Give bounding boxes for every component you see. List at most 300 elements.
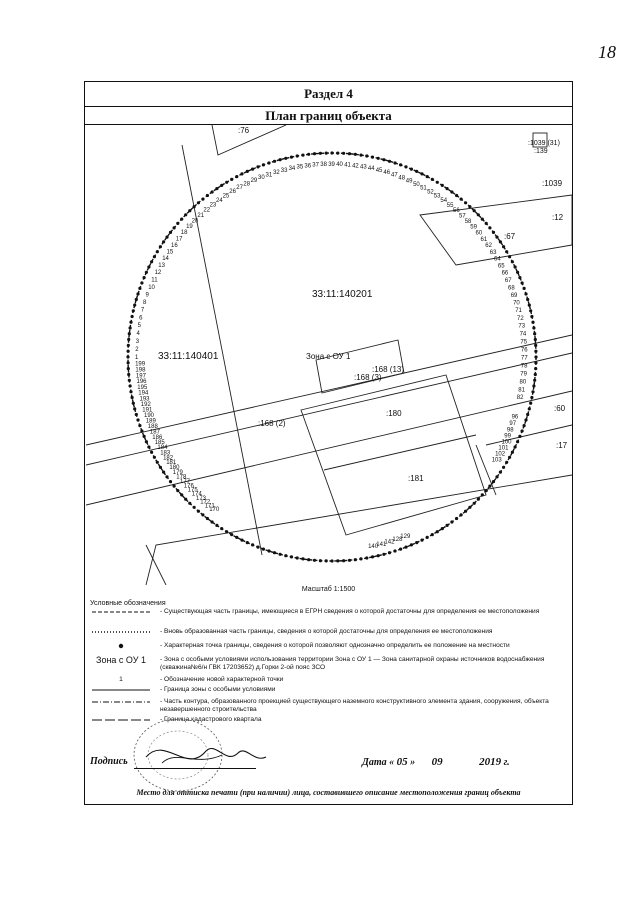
boundary-point xyxy=(176,489,179,492)
signature-label: Подпись xyxy=(90,756,128,767)
boundary-point xyxy=(534,338,537,341)
boundary-point xyxy=(273,551,276,554)
boundary-point xyxy=(404,546,407,549)
date-day: 05 xyxy=(396,756,408,768)
point-number-label: 140 xyxy=(368,543,379,550)
boundary-point xyxy=(460,198,463,201)
point-number-label: 62 xyxy=(485,243,492,250)
legend-text: - Часть контура, образованного проекцией существующего наземного конструктивного элемента здания, сооружения, объекта незавершенного строительства xyxy=(160,698,549,713)
new-point-symbol: 1 xyxy=(119,676,123,683)
boundary-point xyxy=(528,407,531,410)
point-number-label: 18 xyxy=(180,230,188,237)
boundary-point xyxy=(531,390,534,393)
point-number-label: 29 xyxy=(250,178,258,185)
boundary-point xyxy=(336,152,339,155)
boundary-point xyxy=(532,326,535,329)
boundary-point xyxy=(514,265,517,268)
point-number-label: 61 xyxy=(480,236,488,243)
boundary-point xyxy=(528,304,531,307)
point-number-label: 183 xyxy=(160,450,171,457)
point-number-label: 33 xyxy=(280,167,288,174)
point-number-label: 25 xyxy=(222,193,230,200)
boundary-point xyxy=(169,231,172,234)
point-number-label: 142 xyxy=(384,539,395,546)
boundary-point xyxy=(307,558,310,561)
point-number-label: 96 xyxy=(511,414,519,421)
boundary-point xyxy=(256,165,259,168)
boundary-point xyxy=(162,240,165,243)
point-number-label: 3 xyxy=(135,339,140,345)
boundary-point xyxy=(301,557,304,560)
point-number-label: 98 xyxy=(506,427,514,434)
boundary-point xyxy=(131,315,134,318)
point-number-label: 2 xyxy=(135,347,139,353)
point-number-label: 128 xyxy=(392,536,403,543)
point-number-label: 22 xyxy=(203,207,211,214)
point-number-label: 59 xyxy=(470,224,477,231)
boundary-point xyxy=(415,170,418,173)
point-number-label: 68 xyxy=(508,285,515,292)
boundary-point xyxy=(495,475,498,478)
point-number-label: 73 xyxy=(518,323,526,330)
zone-label: Зона с ОУ 1 xyxy=(306,352,351,361)
boundary-point xyxy=(127,350,130,353)
boundary-point xyxy=(301,154,304,157)
parcel-label-139: :139 xyxy=(534,148,548,155)
boundary-point xyxy=(138,424,141,427)
boundary-point xyxy=(127,338,130,341)
boundary-point xyxy=(342,559,345,562)
boundary-point xyxy=(220,184,223,187)
boundary-point xyxy=(521,281,524,284)
point-number-label: 195 xyxy=(137,384,148,391)
boundary-point xyxy=(410,543,413,546)
point-number-label: 177 xyxy=(180,478,191,485)
boundary-point xyxy=(128,332,131,335)
boundary-point xyxy=(426,175,429,178)
point-number-label: 191 xyxy=(142,407,153,414)
boundary-point xyxy=(132,309,135,312)
boundary-point xyxy=(132,402,135,405)
point-number-label: 8 xyxy=(143,299,147,306)
boundary-point xyxy=(450,520,453,523)
dashed-line-symbol xyxy=(90,608,152,616)
boundary-point xyxy=(495,236,498,239)
point-number-label: 180 xyxy=(169,465,180,471)
boundary-point xyxy=(511,260,514,263)
boundary-point xyxy=(529,402,532,405)
boundary-point xyxy=(534,367,537,370)
point-number-label: 129 xyxy=(400,533,411,540)
boundary-point xyxy=(508,255,511,258)
legend-title: Условные обозначения xyxy=(90,600,166,607)
boundary-point xyxy=(225,181,228,184)
boundary-point xyxy=(523,287,526,290)
boundary-point xyxy=(159,245,162,248)
boundary-point xyxy=(290,156,293,159)
boundary-point xyxy=(313,559,316,562)
point-number-label: 189 xyxy=(145,418,156,425)
boundary-point xyxy=(127,367,130,370)
boundary-point xyxy=(128,379,131,382)
point-number-label: 80 xyxy=(519,379,527,386)
boundary-point xyxy=(246,541,249,544)
point-number-label: 39 xyxy=(328,162,335,168)
boundary-point xyxy=(296,154,299,157)
boundary-point xyxy=(206,194,209,197)
boundary-point xyxy=(251,543,254,546)
boundary-point xyxy=(136,418,139,421)
date-label: Дата xyxy=(362,757,387,768)
point-number-label: 27 xyxy=(236,185,243,192)
boundary-point xyxy=(330,559,333,562)
point-number-label: 45 xyxy=(375,168,383,174)
point-number-label: 74 xyxy=(519,331,527,338)
page-number: 18 xyxy=(598,42,616,62)
parcel-label-60: :60 xyxy=(554,404,566,413)
point-number-label: 64 xyxy=(494,256,501,263)
boundary-point xyxy=(354,558,357,561)
boundary-point xyxy=(180,493,183,496)
boundary-point xyxy=(127,373,130,376)
boundary-point xyxy=(485,489,488,492)
point-number-label: 82 xyxy=(516,395,524,402)
point-number-label: 184 xyxy=(157,445,168,452)
boundary-point xyxy=(136,292,139,295)
point-number-label: 173 xyxy=(196,495,207,502)
point-number-label: 40 xyxy=(336,162,343,169)
boundary-point xyxy=(284,554,287,557)
point-number-label: 172 xyxy=(200,499,211,506)
boundary-point xyxy=(165,475,168,478)
point-number-label: 102 xyxy=(495,451,506,458)
point-number-label: 11 xyxy=(151,277,158,284)
point-number-label: 1 xyxy=(135,355,139,361)
boundary-point xyxy=(526,413,529,416)
boundary-point xyxy=(420,539,423,542)
boundary-point xyxy=(502,466,505,469)
point-number-label: 99 xyxy=(504,433,511,440)
point-number-label: 171 xyxy=(204,503,215,510)
boundary-point xyxy=(162,471,165,474)
point-number-label: 67 xyxy=(504,277,512,284)
boundary-point xyxy=(215,187,218,190)
point-number-label: 16 xyxy=(171,242,178,249)
parcel-label-1039: :1039 xyxy=(542,179,563,188)
boundary-point xyxy=(251,168,254,171)
legend-text: - Граница кадастрового квартала xyxy=(160,716,262,723)
boundary-point xyxy=(193,205,196,208)
boundary-point xyxy=(505,461,508,464)
boundary-point xyxy=(240,539,243,542)
boundary-point xyxy=(399,548,402,551)
point-number-label: 14 xyxy=(162,256,169,263)
boundary-point xyxy=(180,218,183,221)
boundary-point xyxy=(225,530,228,533)
scale-text: Масштаб 1:1500 xyxy=(301,586,356,593)
boundary-point xyxy=(296,556,299,559)
point-number-label: 28 xyxy=(243,181,251,188)
boundary-point xyxy=(518,276,521,279)
boundary-point xyxy=(147,445,150,448)
date-year: 2019 xyxy=(479,756,502,768)
boundary-point xyxy=(197,201,200,204)
date-block: Дата « 05 » 09 2019 г. xyxy=(362,756,510,768)
boundary-point xyxy=(455,517,458,520)
boundary-point xyxy=(159,466,162,469)
point-number-label: 78 xyxy=(520,363,528,370)
boundary-point xyxy=(133,407,136,410)
boundary-point xyxy=(511,451,514,454)
legend-text: - Характерная точка границы, сведения о которой позволяют однозначно определить ее положение на местности xyxy=(160,642,510,649)
point-number-label: 37 xyxy=(312,162,319,169)
boundary-point xyxy=(529,309,532,312)
boundary-point xyxy=(150,451,153,454)
point-number-label: 26 xyxy=(229,189,236,196)
point-number-label: 30 xyxy=(258,175,265,182)
boundary-point xyxy=(382,158,385,161)
boundary-point xyxy=(176,222,179,225)
boundary-point xyxy=(313,152,316,155)
point-number-label: 66 xyxy=(501,270,509,277)
boundary-point xyxy=(279,158,282,161)
boundary-point xyxy=(502,245,505,248)
boundary-point xyxy=(129,384,132,387)
point-number-label: 6 xyxy=(139,315,143,322)
solid-line-symbol xyxy=(90,686,152,694)
boundary-point xyxy=(273,160,276,163)
point-number-label: 49 xyxy=(405,178,413,185)
point-number-label: 193 xyxy=(139,396,150,403)
boundary-point xyxy=(127,344,130,347)
center-parcel-label: 33:11:140201 xyxy=(312,289,373,300)
boundary-point xyxy=(206,517,209,520)
point-number-label: 101 xyxy=(498,445,509,452)
point-number-label: 196 xyxy=(136,379,147,386)
point-number-label: 42 xyxy=(352,163,359,170)
boundary-point xyxy=(129,390,132,393)
boundary-point xyxy=(140,429,143,432)
point-number-label: 4 xyxy=(136,331,140,338)
point-number-label: 7 xyxy=(140,307,145,314)
boundary-point xyxy=(450,190,453,193)
boundary-point xyxy=(197,510,200,513)
point-number-label: 38 xyxy=(320,162,327,169)
boundary-point xyxy=(201,198,204,201)
parcel-label-12: :12 xyxy=(552,213,564,222)
boundary-point xyxy=(523,424,526,427)
point-number-label: 76 xyxy=(520,347,528,354)
boundary-point xyxy=(488,226,491,229)
footer-note: Место для оттиска печати (при наличии) лица, составившего описание местоположения границ объекта xyxy=(136,788,521,797)
point-number-label: 19 xyxy=(186,224,193,231)
boundary-point xyxy=(485,222,488,225)
point-number-label: 182 xyxy=(163,455,174,462)
boundary-point xyxy=(431,533,434,536)
point-number-label: 23 xyxy=(209,202,217,209)
point-number-label: 65 xyxy=(497,263,505,270)
boundary-point xyxy=(441,527,444,530)
point-number-label: 103 xyxy=(491,457,502,464)
point-number-label: 192 xyxy=(140,401,151,408)
point-number-label: 5 xyxy=(137,323,141,330)
point-number-label: 24 xyxy=(216,197,223,204)
boundary-point xyxy=(505,250,508,253)
boundary-point xyxy=(534,361,537,364)
boundary-point xyxy=(393,161,396,164)
boundary-point xyxy=(464,201,467,204)
point-number-label: 31 xyxy=(265,172,273,179)
boundary-point xyxy=(524,418,527,421)
boundary-point xyxy=(377,157,380,160)
boundary-point xyxy=(150,260,153,263)
date-month: 09 xyxy=(431,756,443,768)
point-number-label: 9 xyxy=(145,292,149,299)
point-number-label: 17 xyxy=(175,236,183,243)
boundary-point xyxy=(359,154,362,157)
boundary-point xyxy=(193,506,196,509)
point-number-label: 199 xyxy=(135,361,146,368)
boundary-point xyxy=(290,555,293,558)
point-number-label: 181 xyxy=(166,460,177,467)
point-number-label: 46 xyxy=(383,170,391,177)
dotted-line-symbol xyxy=(90,628,152,636)
boundary-point xyxy=(147,265,150,268)
point-number-label: 198 xyxy=(135,367,146,374)
point-number-label: 41 xyxy=(344,162,351,169)
boundary-point xyxy=(129,321,132,324)
boundary-point xyxy=(354,153,357,156)
point-number-label: 43 xyxy=(360,164,367,171)
point-number-label: 188 xyxy=(147,424,158,431)
boundary-point xyxy=(446,524,449,527)
boundary-point xyxy=(184,498,187,501)
boundary-point xyxy=(516,440,519,443)
stamp-and-signature xyxy=(126,705,276,795)
boundary-point xyxy=(284,157,287,160)
boundary-point xyxy=(215,524,218,527)
point-number-label: 175 xyxy=(187,487,198,494)
point-number-label: 15 xyxy=(166,249,174,256)
boundary-point xyxy=(533,379,536,382)
point-number-label: 44 xyxy=(367,166,375,173)
point-number-label: 55 xyxy=(446,202,454,209)
boundary-point xyxy=(173,485,176,488)
point-number-label: 170 xyxy=(209,507,220,514)
boundary-point xyxy=(468,205,471,208)
boundary-point xyxy=(499,471,502,474)
boundary-point xyxy=(446,187,449,190)
parcel-label-76: :76 xyxy=(238,126,250,135)
boundary-point xyxy=(235,175,238,178)
boundary-point xyxy=(348,152,351,155)
boundary-point xyxy=(240,172,243,175)
parcel-label-181: :181 xyxy=(408,474,424,483)
boundary-point xyxy=(145,271,148,274)
section-title: Раздел 4 xyxy=(84,81,573,107)
boundary-point xyxy=(359,557,362,560)
boundary-point xyxy=(492,480,495,483)
boundary-point xyxy=(415,541,418,544)
parcel-label-168-2: :168 (2) xyxy=(258,419,286,428)
boundary-point xyxy=(145,440,148,443)
boundary-point xyxy=(165,236,168,239)
boundary-point xyxy=(499,240,502,243)
boundary-point xyxy=(516,271,519,274)
boundary-point xyxy=(530,396,533,399)
boundary-point xyxy=(521,429,524,432)
boundary-point xyxy=(279,553,282,556)
boundary-point xyxy=(156,461,159,464)
boundary-point xyxy=(330,151,333,154)
boundary-point xyxy=(514,445,517,448)
point-number-label: 56 xyxy=(453,208,460,214)
boundary-point xyxy=(473,502,476,505)
point-number-label: 21 xyxy=(197,212,205,219)
point-number-label: 32 xyxy=(273,170,280,176)
boundary-point xyxy=(481,218,484,221)
point-number-label: 197 xyxy=(135,373,146,380)
boundary-point xyxy=(426,536,429,539)
point-number-label: 75 xyxy=(520,339,528,346)
boundary-point xyxy=(325,152,328,155)
boundary-point xyxy=(532,384,535,387)
boundary-point xyxy=(153,255,156,258)
legend-text: - Обозначение новой характерной точки xyxy=(160,676,284,683)
point-number-label: 52 xyxy=(427,189,434,196)
boundary-point xyxy=(460,513,463,516)
boundary-point xyxy=(235,536,238,539)
point-number-label: 35 xyxy=(296,164,304,171)
point-number-label: 54 xyxy=(440,198,448,205)
boundary-point xyxy=(534,373,537,376)
boundary-point xyxy=(246,170,249,173)
point-number-label: 178 xyxy=(176,474,187,481)
parcel-label-67: :67 xyxy=(504,232,516,241)
point-number-label: 81 xyxy=(518,387,525,394)
boundary-point xyxy=(420,172,423,175)
boundary-point xyxy=(131,396,134,399)
point-number-label: 179 xyxy=(172,469,183,476)
boundary-point xyxy=(267,549,270,552)
boundary-point xyxy=(441,184,444,187)
point-number-label: 71 xyxy=(515,308,522,315)
point-number-label: 187 xyxy=(149,429,160,436)
point-number-label: 69 xyxy=(510,292,518,299)
boundary-point xyxy=(436,181,439,184)
point-number-label: 100 xyxy=(501,439,512,446)
boundary-point xyxy=(431,178,434,181)
left-parcel-label: 33:11:140401 xyxy=(158,351,219,362)
point-number-label: 50 xyxy=(413,181,420,188)
boundary-point xyxy=(410,168,413,171)
plan-title: План границ объекта xyxy=(84,107,573,125)
boundary-point xyxy=(455,194,458,197)
point-number-label: 10 xyxy=(148,284,155,291)
boundary-point xyxy=(348,559,351,562)
point-number-label: 36 xyxy=(304,163,312,170)
point-number-label: 186 xyxy=(152,434,163,441)
boundary-point xyxy=(262,163,265,166)
point-number-label: 79 xyxy=(520,371,527,378)
boundary-point xyxy=(534,350,537,353)
boundary-point xyxy=(184,213,187,216)
boundary-point xyxy=(256,546,259,549)
boundary-point xyxy=(230,533,233,536)
boundary-point xyxy=(382,553,385,556)
boundary-point xyxy=(211,190,214,193)
point-number-label: 51 xyxy=(420,185,427,192)
